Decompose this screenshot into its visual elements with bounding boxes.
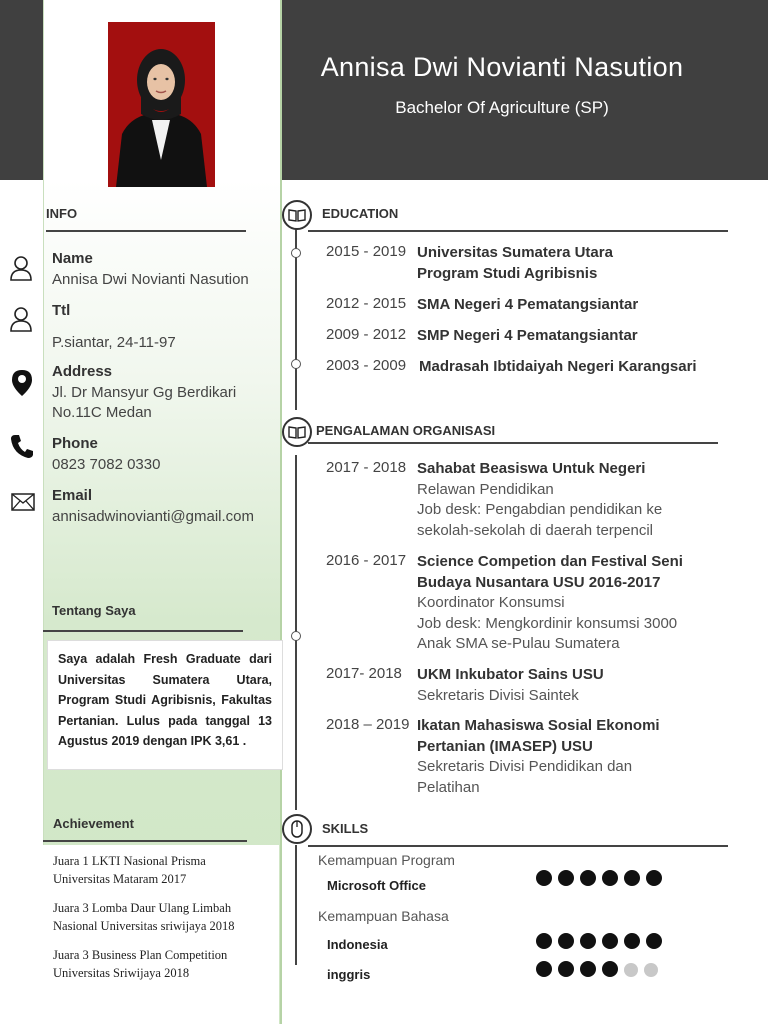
education-divider <box>308 230 728 232</box>
ttl-label: Ttl <box>52 302 71 319</box>
rating-dot-filled <box>558 870 574 886</box>
email-label: Email <box>52 487 93 504</box>
achievement-divider <box>43 840 247 842</box>
rating-dot-filled <box>558 933 574 949</box>
skill-label: Microsoft Office <box>327 878 426 893</box>
about-heading: Tentang Saya <box>52 603 136 618</box>
rating-dot-empty <box>644 963 658 977</box>
phone-value: 0823 7082 0330 <box>52 456 161 473</box>
about-box <box>47 640 283 770</box>
education-year: 2015 - 2019 <box>326 243 407 260</box>
skill-category: Kemampuan Program <box>318 852 455 868</box>
organization-entry: Ikatan Mahasiswa Sosial Ekonomi Pertanian (IMASEP) USU Sekretaris Divisi Pendidikan dan Pelatihan <box>417 717 660 796</box>
education-year: 2003 - 2009 <box>326 357 407 374</box>
mouse-icon <box>282 814 312 844</box>
education-title: SMP Negeri 4 Pematangsiantar <box>417 327 638 344</box>
skill-rating <box>536 933 668 954</box>
phone-label: Phone <box>52 435 98 452</box>
person-icon <box>9 254 33 278</box>
rating-dot-filled <box>536 870 552 886</box>
achievement-heading: Achievement <box>53 816 134 831</box>
organization-year: 2017 - 2018 <box>326 459 407 476</box>
map-pin-icon <box>11 369 35 393</box>
candidate-name: Annisa Dwi Novianti Nasution <box>320 52 684 82</box>
rating-dot-filled <box>602 870 618 886</box>
envelope-icon <box>11 493 35 517</box>
address-line1: Jl. Dr Mansyur Gg Berdikari <box>52 384 237 401</box>
skill-rating <box>536 870 668 891</box>
organization-entry: UKM Inkubator Sains USU Sekretaris Divisi Saintek <box>417 666 604 704</box>
info-heading: INFO <box>46 206 78 221</box>
rating-dot-filled <box>536 933 552 949</box>
timeline-node <box>291 248 301 258</box>
skill-label: Indonesia <box>327 937 388 952</box>
education-heading: EDUCATION <box>322 206 399 221</box>
rating-dot-filled <box>624 870 640 886</box>
organization-heading: PENGALAMAN ORGANISASI <box>316 423 496 438</box>
education-title: Madrasah Ibtidaiyah Negeri Karangsari <box>419 358 697 375</box>
achievement-item: Juara 3 Business Plan Competition Universitas Sriwijaya 2018 <box>53 948 228 980</box>
organization-year: 2016 - 2017 <box>326 552 407 569</box>
rating-dot-filled <box>558 961 574 977</box>
organization-divider <box>308 442 718 444</box>
skills-divider <box>308 845 728 847</box>
rating-dot-empty <box>624 963 638 977</box>
name-value: Annisa Dwi Novianti Nasution <box>52 271 249 288</box>
rating-dot-filled <box>536 961 552 977</box>
rating-dot-filled <box>602 933 618 949</box>
timeline-node <box>291 359 301 369</box>
rating-dot-filled <box>580 961 596 977</box>
rating-dot-filled <box>624 933 640 949</box>
address-label: Address <box>52 363 113 380</box>
ttl-value: P.siantar, 24-11-97 <box>52 334 176 351</box>
skills-heading: SKILLS <box>322 821 369 836</box>
timeline-node <box>291 631 301 641</box>
name-label: Name <box>52 250 93 267</box>
info-divider <box>46 230 246 232</box>
email-value: annisadwinovianti@gmail.com <box>52 508 254 525</box>
about-text: Saya adalah Fresh Graduate dari Universitas Sumatera Utara, Program Studi Agribisnis, Fakultas Pertanian. Lulus pada tanggal 13 Agustus 2019 dengan IPK 3,61 . <box>58 652 272 748</box>
organization-year: 2018 – 2019 <box>326 716 410 733</box>
skill-label: inggris <box>327 967 371 982</box>
education-title: Program Studi Agribisnis <box>417 265 598 282</box>
rating-dot-filled <box>580 870 596 886</box>
phone-icon <box>10 433 34 457</box>
rating-dot-filled <box>580 933 596 949</box>
address-line2: No.11C Medan <box>52 404 152 421</box>
book-icon <box>282 200 312 230</box>
skill-category: Kemampuan Bahasa <box>318 908 449 924</box>
organization-year: 2017- 2018 <box>326 665 402 682</box>
organization-entry: Science Competion dan Festival Seni Budaya Nusantara USU 2016-2017 Koordinator Konsumsi Job desk: Mengkordinir konsumsi 3000 Anak SMA se-Pulau Sumatera <box>417 553 683 652</box>
person-icon <box>9 305 33 329</box>
skill-rating <box>536 961 664 982</box>
achievement-item: Juara 3 Lomba Daur Ulang Limbah Nasional Universitas sriwijaya 2018 <box>53 901 235 933</box>
rating-dot-filled <box>646 933 662 949</box>
candidate-degree: Bachelor Of Agriculture (SP) <box>395 98 609 117</box>
organization-entry: Sahabat Beasiswa Untuk Negeri Relawan Pendidikan Job desk: Pengabdian pendidikan ke sekolah-sekolah di daerah terpencil <box>417 460 663 539</box>
timeline-line <box>295 845 297 965</box>
education-title: SMA Negeri 4 Pematangsiantar <box>417 296 639 313</box>
education-year: 2012 - 2015 <box>326 295 407 312</box>
education-title: Universitas Sumatera Utara <box>417 244 613 261</box>
rating-dot-filled <box>646 870 662 886</box>
about-divider <box>43 630 243 632</box>
achievement-item: Juara 1 LKTI Nasional Prisma Universitas Mataram 2017 <box>53 854 206 886</box>
rating-dot-filled <box>602 961 618 977</box>
education-year: 2009 - 2012 <box>326 326 407 343</box>
achievement-box <box>43 845 279 1024</box>
profile-photo <box>108 22 215 187</box>
